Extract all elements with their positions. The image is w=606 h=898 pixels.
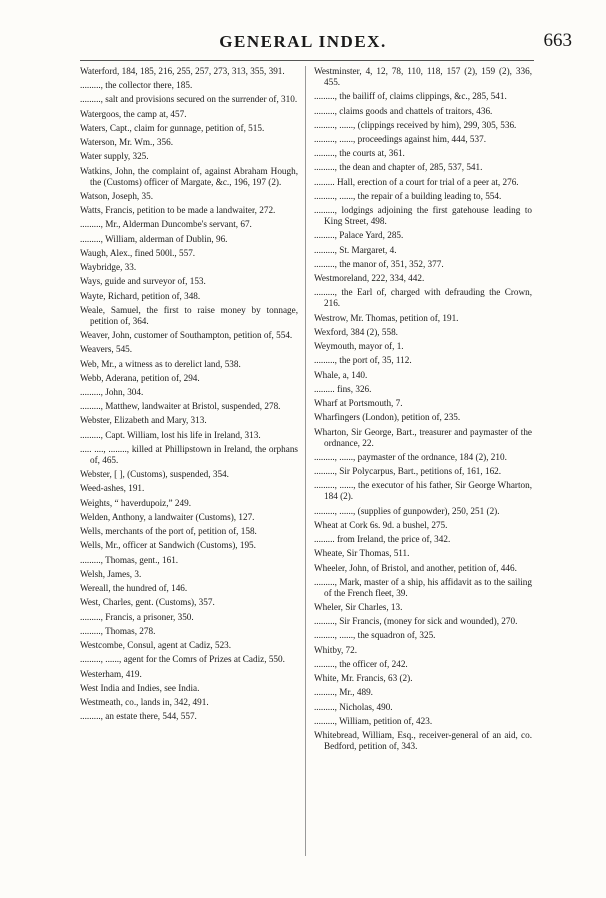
index-entry: ........., ......, (supplies of gunpowder), 250, 251 (2).	[314, 505, 500, 516]
index-entry: ........., ......, paymaster of the ordnance, 184 (2), 210.	[314, 451, 507, 462]
index-entry: Waybridge, 33.	[80, 262, 137, 273]
index-entry: Westmoreland, 222, 334, 442.	[314, 273, 425, 284]
index-column-left	[80, 66, 298, 725]
index-entry: Ways, guide and surveyor of, 153.	[80, 276, 206, 287]
index-entry: ........., Palace Yard, 285.	[314, 230, 404, 241]
page-title: GENERAL INDEX.	[219, 32, 387, 51]
index-entry: ........., Sir Polycarpus, Bart., petitions of, 161, 162.	[314, 466, 502, 477]
index-entry: Wharfingers (London), petition of, 235.	[314, 412, 461, 423]
index-entry: ........., Capt. William, lost his life in Ireland, 313.	[80, 429, 261, 440]
index-entry: Westmeath, co., lands in, 342, 491.	[80, 696, 209, 707]
index-entry: White, Mr. Francis, 63 (2).	[314, 673, 413, 684]
index-entry: ........., an estate there, 544, 557.	[80, 711, 197, 722]
index-entry: ........., Mark, master of a ship, his affidavit as to the sailing of the French fleet, 39.	[314, 576, 532, 598]
index-entry: ........., Mr., Alderman Duncombe's servant, 67.	[80, 219, 252, 230]
index-entry: Weights, “ haverdupoiz,” 249.	[80, 497, 192, 508]
index-entry: Wayte, Richard, petition of, 348.	[80, 290, 201, 301]
index-entry: ........., the officer of, 242.	[314, 658, 408, 669]
column-divider	[305, 66, 306, 856]
index-entry: Wereall, the hundred of, 146.	[80, 583, 188, 594]
index-entry: ........., lodgings adjoining the first gatehouse leading to King Street, 498.	[314, 205, 532, 227]
index-entry: Westrow, Mr. Thomas, petition of, 191.	[314, 312, 459, 323]
index-entry: ........., ......, the executor of his father, Sir George Wharton, 184 (2).	[314, 480, 532, 502]
index-entry: ........., Matthew, landwaiter at Bristol, suspended, 278.	[80, 401, 281, 412]
index-entry: Wheler, Sir Charles, 13.	[314, 602, 403, 613]
index-entry: ........., ......, (clippings received by him), 299, 305, 536.	[314, 119, 517, 130]
index-entry: Watkins, John, the complaint of, against Abraham Hough, the (Customs) officer of Margate, &c., 196, 197 (2).	[80, 165, 298, 187]
index-entry: Web, Mr., a witness as to derelict land, 538.	[80, 358, 241, 369]
index-entry: ........., the collector there, 185.	[80, 80, 193, 91]
index-entry: Watson, Joseph, 35.	[80, 190, 154, 201]
index-entry: Waterford, 184, 185, 216, 255, 257, 273, 313, 355, 391.	[80, 66, 285, 76]
index-entry: ......... Hall, erection of a court for trial of a peer at, 276.	[314, 176, 519, 187]
index-entry: Weale, Samuel, the first to raise money by tonnage, petition of, 364.	[80, 304, 298, 326]
index-entry: Westcombe, Consul, agent at Cadiz, 523.	[80, 640, 232, 651]
index-entry: ........., the manor of, 351, 352, 377.	[314, 258, 444, 269]
index-entry: ........., the port of, 35, 112.	[314, 355, 412, 366]
index-entry: ........., the Earl of, charged with defrauding the Crown, 216.	[314, 287, 532, 309]
index-entry: ........., St. Margaret, 4.	[314, 244, 397, 255]
index-entry: ........., ......, the squadron of, 325.	[314, 630, 436, 641]
index-entry: Webb, Aderana, petition of, 294.	[80, 372, 200, 383]
index-entry: ........., ......, agent for the Comrs of Prizes at Cadiz, 550.	[80, 654, 285, 665]
index-entry: Weed-ashes, 191.	[80, 483, 145, 494]
index-entry: ........., ......, proceedings against him, 444, 537.	[314, 133, 486, 144]
index-entry: Wharf at Portsmouth, 7.	[314, 398, 403, 409]
index-entry: ........., Thomas, 278.	[80, 625, 156, 636]
index-entry: Whitby, 72.	[314, 644, 358, 655]
index-entry: ......... from Ireland, the price of, 342.	[314, 534, 451, 545]
index-entry: Webster, Elizabeth and Mary, 313.	[80, 415, 207, 426]
index-entry: ........., the bailiff of, claims clippings, &c., 285, 541.	[314, 91, 507, 102]
index-entry: ........., Nicholas, 490.	[314, 701, 393, 712]
index-entry: Welden, Anthony, a landwaiter (Customs), 127.	[80, 511, 255, 522]
index-entry: Water supply, 325.	[80, 151, 149, 162]
index-entry: West, Charles, gent. (Customs), 357.	[80, 597, 215, 608]
index-entry: Wheat at Cork 6s. 9d. a bushel, 275.	[314, 519, 448, 530]
index-entry: ..... ...., ........, killed at Phillipstown in Ireland, the orphans of, 465.	[80, 443, 298, 465]
page-number: 663	[543, 30, 572, 51]
index-entry: Waterson, Mr. Wm., 356.	[80, 137, 173, 148]
index-entry: Welsh, James, 3.	[80, 568, 142, 579]
index-entry: Whitebread, William, Esq., receiver-general of an aid, co. Bedford, petition of, 343.	[314, 730, 532, 752]
index-entry: Wheeler, John, of Bristol, and another, petition of, 446.	[314, 562, 517, 573]
index-entry: ........., ......, the repair of a building leading to, 554.	[314, 190, 502, 201]
index-entry: Webster, [ ], (Customs), suspended, 354.	[80, 469, 229, 480]
index-entry: ........., Mr., 489.	[314, 687, 373, 698]
index-entry: Weavers, 545.	[80, 344, 133, 355]
index-entry: Weaver, John, customer of Southampton, petition of, 554.	[80, 330, 293, 341]
index-entry: ........., the courts at, 361.	[314, 148, 405, 159]
index-entry: ........., Thomas, gent., 161.	[80, 554, 179, 565]
index-entry: Wheate, Sir Thomas, 511.	[314, 548, 410, 559]
index-entry: ........., salt and provisions secured on the surrender of, 310.	[80, 94, 298, 105]
index-entry: ........., John, 304.	[80, 387, 144, 398]
index-entry: Waugh, Alex., fined 500l., 557.	[80, 247, 196, 258]
index-entry: Weymouth, mayor of, 1.	[314, 341, 404, 352]
index-entry: Waters, Capt., claim for gunnage, petition of, 515.	[80, 122, 265, 133]
index-entry: ........., Sir Francis, (money for sick and wounded), 270.	[314, 616, 518, 627]
index-entry: ........., William, petition of, 423.	[314, 715, 433, 726]
index-entry: ......... fins, 326.	[314, 383, 372, 394]
index-entry: Wells, Mr., officer at Sandwich (Customs), 195.	[80, 540, 256, 551]
index-entry: Watergoos, the camp at, 457.	[80, 108, 187, 119]
index-entry: ........., claims goods and chattels of traitors, 436.	[314, 105, 493, 116]
index-entry: ........., the dean and chapter of, 285, 537, 541.	[314, 162, 483, 173]
index-column-right	[314, 66, 532, 755]
index-entry: Westminster, 4, 12, 78, 110, 118, 157 (2), 159 (2), 336, 455.	[314, 66, 532, 88]
index-entry: ........., Francis, a prisoner, 350.	[80, 611, 194, 622]
page-header	[0, 30, 606, 56]
index-entry: West India and Indies, see India.	[80, 682, 200, 693]
index-entry: Whale, a, 140.	[314, 369, 368, 380]
index-entry: ........., William, alderman of Dublin, 96.	[80, 233, 228, 244]
index-entry: Wexford, 384 (2), 558.	[314, 326, 398, 337]
index-entry: Wharton, Sir George, Bart., treasurer and paymaster of the ordnance, 22.	[314, 426, 532, 448]
index-entry: Wells, merchants of the port of, petition of, 158.	[80, 526, 257, 537]
index-entry: Watts, Francis, petition to be made a landwaiter, 272.	[80, 205, 276, 216]
index-entry: Westerham, 419.	[80, 668, 142, 679]
header-rule	[80, 60, 534, 61]
